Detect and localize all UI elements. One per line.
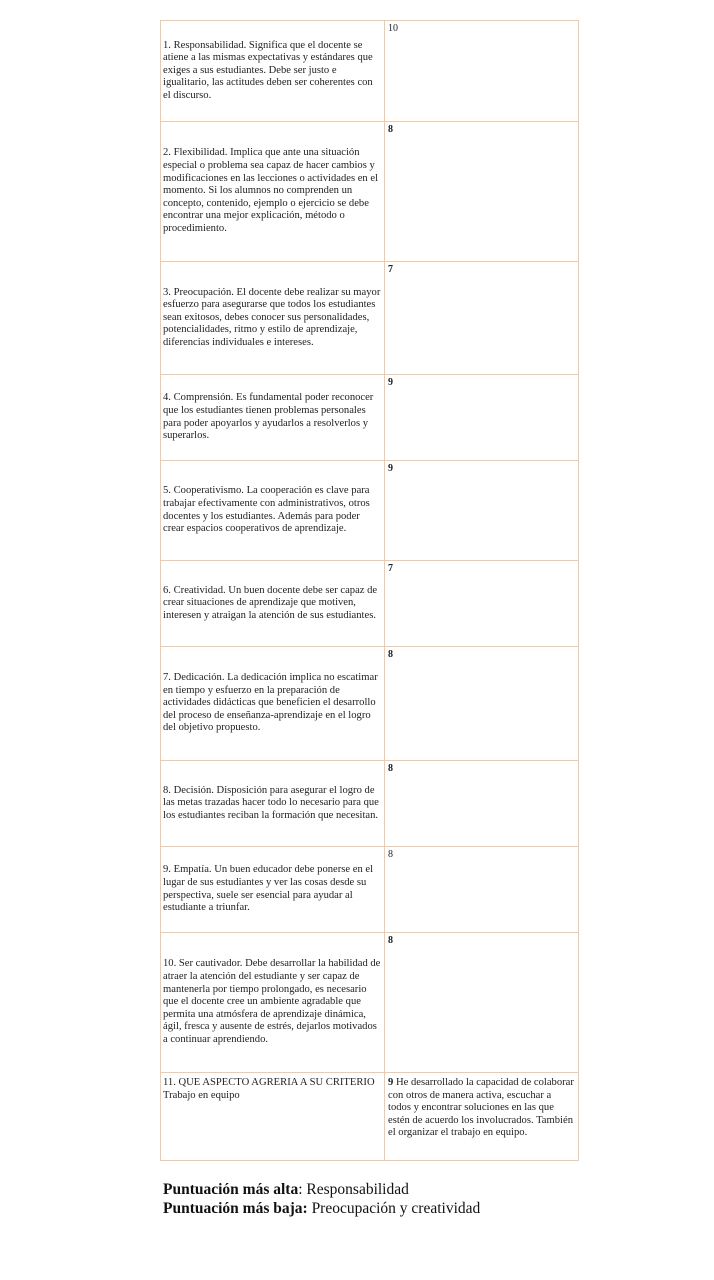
table-row — [161, 21, 579, 122]
lowest-score-label: Puntuación más baja: — [163, 1200, 308, 1217]
rubric-table — [160, 20, 579, 1161]
score-cell — [385, 647, 579, 761]
table-row — [161, 933, 579, 1073]
criterion-cell — [161, 761, 385, 847]
table-row — [161, 561, 579, 647]
score-value: 8 — [388, 935, 393, 946]
criterion-cell — [161, 262, 385, 375]
criterion-text: 3. Preocupación. El docente debe realizar su mayor esfuerzo para asegurarse que todos los estudiantes sean exitosos, debes conocer sus personalidades, potencialidades, ritmo y estilo de aprendizaje, diferencias individuales e intereses. — [163, 286, 381, 348]
criterion-text: 5. Cooperativismo. La cooperación es clave para trabajar efectivamente con administrativos, otros docentes y los estudiantes. Además para poder crear espacios cooperativos de aprendizaje. — [163, 485, 370, 535]
score-value: 10 — [388, 23, 398, 34]
extra-comment-text: He desarrollado la capacidad de colaborar con otros de manera activa, escuchar a todos y encontrar soluciones en las que estén de acuerdo los involucrados. También el organizar el trabajo en equipo. — [388, 1077, 574, 1139]
table-row — [161, 847, 579, 933]
score-cell — [385, 761, 579, 847]
score-cell — [385, 933, 579, 1073]
criterion-cell — [161, 561, 385, 647]
table-row — [161, 262, 579, 375]
table-row — [161, 461, 579, 561]
score-value: 8 — [388, 649, 393, 660]
table-row — [161, 375, 579, 461]
score-cell — [385, 21, 579, 122]
score-value: 8 — [388, 124, 393, 135]
criterion-text: 2. Flexibilidad. Implica que ante una situación especial o problema sea capaz de hacer cambios y modificaciones en las lecciones o actividades en el momento. Si los alumnos no comprenden un concepto, contenido, ejemplo o ejercicio se debe encontrar una mejor explicación, método o procedimiento. — [163, 147, 379, 234]
score-value: 7 — [388, 264, 393, 275]
criterion-cell — [161, 847, 385, 933]
criterion-cell — [161, 122, 385, 262]
table-row — [161, 761, 579, 847]
extra-score-value: 9 — [388, 1077, 394, 1088]
score-value: 8 — [388, 763, 393, 774]
score-cell — [385, 262, 579, 375]
criterion-cell — [161, 461, 385, 561]
score-cell — [385, 847, 579, 933]
criterion-text: 4. Comprensión. Es fundamental poder reconocer que los estudiantes tienen problemas personales para poder apoyarlos y ayudarlos a resolverlos y superarlos. — [163, 392, 374, 442]
table-row — [161, 647, 579, 761]
score-cell — [385, 122, 579, 262]
extra-question: 11. QUE ASPECTO AGRERIA A SU CRITERIO — [163, 1077, 375, 1088]
score-summary — [163, 1180, 480, 1218]
extra-answer: Trabajo en equipo — [163, 1089, 240, 1101]
criterion-text: 9. Empatía. Un buen educador debe ponerse en el lugar de sus estudiantes y ver las cosas desde su perspectiva, suele ser esencial para ayudar al estudiante a triunfar. — [163, 864, 374, 914]
extra-comment-cell — [385, 1073, 579, 1161]
table-row — [161, 1073, 579, 1161]
score-value: 7 — [388, 563, 393, 574]
score-cell — [385, 461, 579, 561]
criterion-text: 6. Creatividad. Un buen docente debe ser capaz de crear situaciones de aprendizaje que motiven, interesen y atraigan la atención de sus estudiantes. — [163, 584, 378, 621]
criterion-cell — [161, 933, 385, 1073]
highest-score-separator: : — [298, 1181, 303, 1198]
criterion-cell — [161, 375, 385, 461]
score-cell — [385, 561, 579, 647]
highest-score-label: Puntuación más alta — [163, 1181, 299, 1198]
score-value: 9 — [388, 463, 393, 474]
highest-score-line — [163, 1180, 480, 1199]
highest-score-value: Responsabilidad — [302, 1181, 409, 1198]
criterion-cell — [161, 647, 385, 761]
score-value: 9 — [388, 377, 393, 388]
score-value: 8 — [388, 849, 393, 860]
lowest-score-line — [163, 1199, 480, 1218]
lowest-score-value: Preocupación y creatividad — [307, 1200, 481, 1217]
table-row — [161, 122, 579, 262]
criterion-text: 7. Dedicación. La dedicación implica no escatimar en tiempo y esfuerzo en la preparación de actividades didácticas que beneficien el desarrollo del proceso de enseñanza-aprendizaje en el logro del objetivo propuesto. — [163, 672, 378, 734]
extra-criterion-cell — [161, 1073, 385, 1161]
criterion-text: 1. Responsabilidad. Significa que el docente se atiene a las mismas expectativas y estándares que exiges a sus estudiantes. Debe ser justo e igualitario, las actitudes deben ser coherentes con el discurso. — [163, 39, 373, 101]
criterion-text: 8. Decisión. Disposición para asegurar el logro de las metas trazadas hacer todo lo necesario para que los estudiantes reciban la formación que necesitan. — [163, 784, 379, 821]
score-cell — [385, 375, 579, 461]
criterion-cell — [161, 21, 385, 122]
criterion-text: 10. Ser cautivador. Debe desarrollar la habilidad de atraer la atención del estudiante y ser capaz de mantenerla por tiempo prolongado, es necesario que el docente cree un ambiente agradable que permita una atmósfera de aprendizaje dinámica, ágil, fresca y ausente de estrés, dejarlos motivados a continuar aprendiendo. — [163, 958, 381, 1045]
